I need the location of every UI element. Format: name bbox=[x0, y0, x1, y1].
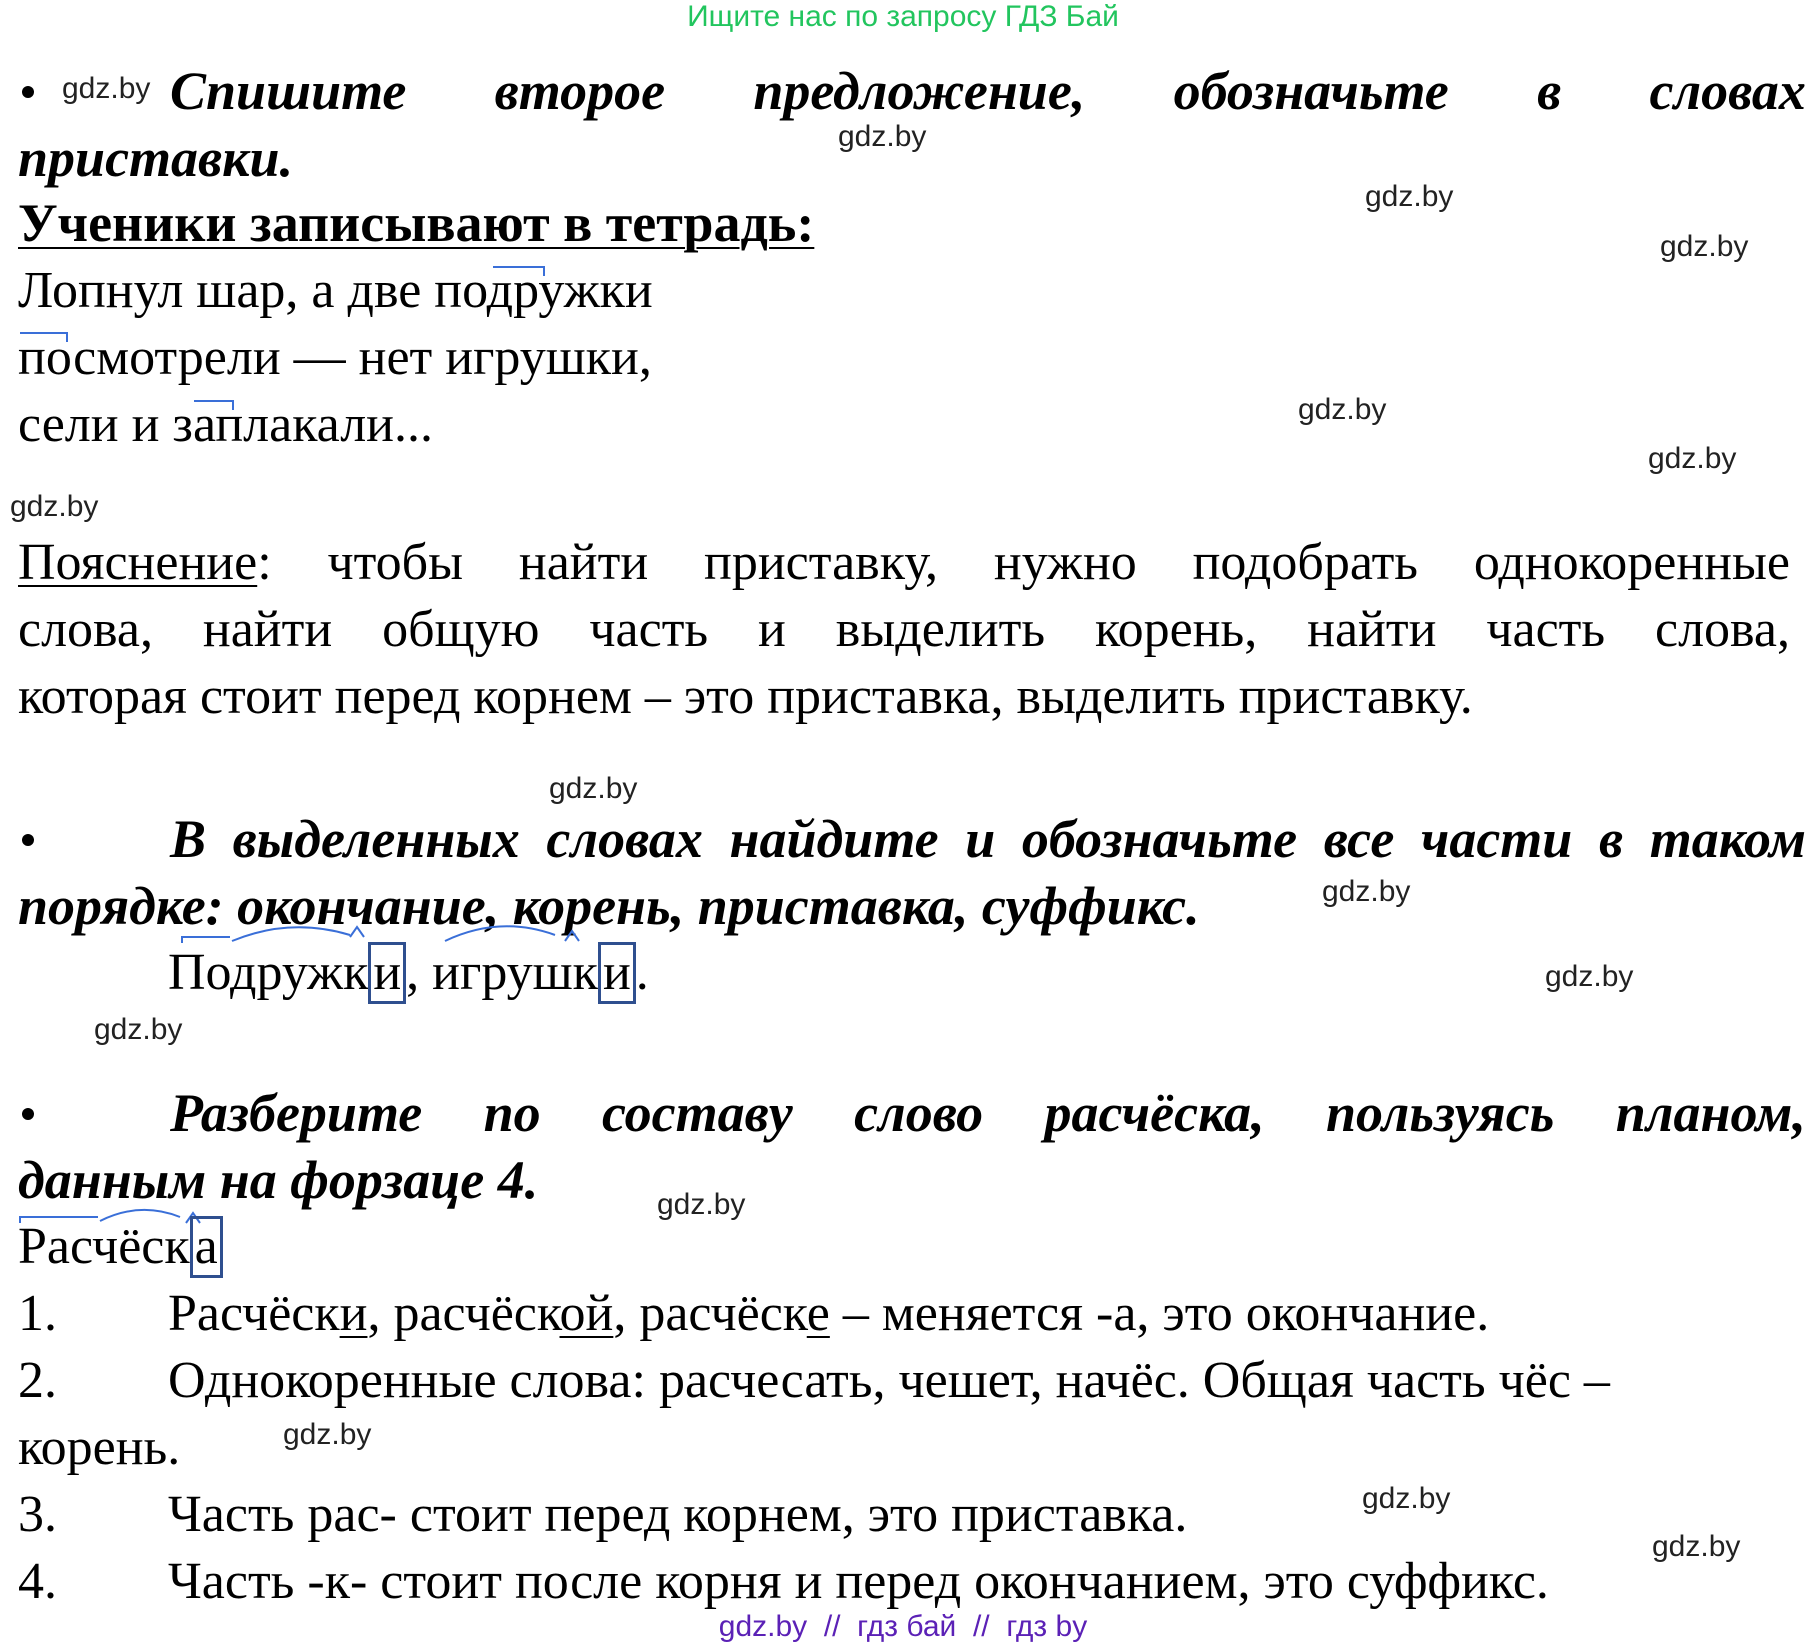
task-word: словах bbox=[1649, 61, 1806, 121]
root-arc bbox=[232, 927, 350, 941]
step-number: 1. bbox=[18, 1285, 57, 1342]
watermark: gdz.by bbox=[1365, 180, 1454, 213]
prefix-mark bbox=[20, 332, 68, 342]
watermark: gdz.by bbox=[94, 1013, 183, 1046]
bullet bbox=[22, 86, 34, 98]
watermark: gdz.by bbox=[10, 490, 99, 523]
footer: gdz.by // гдз бай // гдз by bbox=[718, 1610, 1088, 1643]
ending-underlined: и bbox=[339, 1285, 368, 1342]
task-word: расчёска, bbox=[1044, 1083, 1265, 1143]
task-word: планом, bbox=[1615, 1083, 1806, 1143]
watermark: gdz.by bbox=[1652, 1530, 1741, 1563]
step-text: Часть -к- стоит после корня и перед окончанием, это суффикс. bbox=[168, 1553, 1549, 1610]
explanation-text: : чтобы найти приставку, нужно подобрать однокоренные bbox=[257, 534, 1790, 591]
task-word: предложение, bbox=[753, 61, 1086, 121]
step-2 bbox=[18, 1348, 1610, 1414]
task3-line1 bbox=[170, 1080, 1806, 1146]
watermark: gdz.by bbox=[838, 120, 927, 153]
watermark: gdz.by bbox=[1362, 1482, 1451, 1515]
step-text: , расчёск bbox=[613, 1285, 807, 1342]
task-word: обозначьте bbox=[1173, 61, 1449, 121]
task-word: слово bbox=[854, 1083, 984, 1143]
task-word: пользуясь bbox=[1325, 1083, 1555, 1143]
ending-underlined: е bbox=[806, 1285, 830, 1342]
explanation-line-3: которая стоит перед корнем – это приставка, выделить приставку. bbox=[18, 668, 1473, 725]
task-word: в bbox=[1537, 61, 1562, 121]
task-word: Разберите bbox=[170, 1083, 423, 1143]
task-word: по bbox=[483, 1083, 541, 1143]
watermark: gdz.by bbox=[657, 1188, 746, 1221]
task-word: Спишите bbox=[170, 61, 407, 121]
explanation-line-1 bbox=[18, 530, 1790, 596]
task-word: второе bbox=[494, 61, 666, 121]
word-stem: игрушк bbox=[432, 944, 598, 1001]
prefix-mark bbox=[194, 400, 234, 410]
explanation-label: Пояснение bbox=[18, 534, 258, 591]
step-text: Расчёск bbox=[168, 1285, 340, 1342]
bullet bbox=[22, 834, 34, 846]
ending-box: и bbox=[368, 942, 406, 1004]
watermark: gdz.by bbox=[549, 772, 638, 805]
poem-line-1: Лопнул шар, а две подружки bbox=[18, 262, 653, 319]
step-text: Однокоренные слова: расчесать, чешет, начёс. Общая часть чёс – bbox=[168, 1352, 1610, 1409]
watermark: gdz.by bbox=[1322, 875, 1411, 908]
step-1 bbox=[18, 1281, 1489, 1347]
watermark: gdz.by bbox=[1648, 442, 1737, 475]
poem-line-3: сели и заплакали... bbox=[18, 396, 433, 453]
step-number: 4. bbox=[18, 1553, 57, 1610]
task3-word bbox=[18, 1214, 223, 1280]
watermark: gdz.by bbox=[1545, 960, 1634, 993]
ending-underlined: ой bbox=[559, 1285, 614, 1342]
root-arc bbox=[445, 926, 555, 941]
top-banner: Ищите нас по запросу ГДЗ Бай bbox=[687, 0, 1119, 33]
explanation-line-2: слова, найти общую часть и выделить корень, найти часть слова, bbox=[18, 601, 1790, 658]
step-4 bbox=[18, 1549, 1549, 1615]
task1-title-line1 bbox=[170, 58, 1806, 124]
step-number: 2. bbox=[18, 1352, 57, 1409]
step-number: 3. bbox=[18, 1486, 57, 1543]
watermark: gdz.by bbox=[283, 1418, 372, 1451]
task-word: составу bbox=[602, 1083, 793, 1143]
task1-title-line2: приставки. bbox=[18, 128, 294, 188]
task1-heading bbox=[18, 190, 814, 256]
task2-line2: порядке: окончание, корень, приставка, суффикс. bbox=[18, 876, 1200, 936]
morpheme-arcs bbox=[160, 905, 720, 945]
separator: , bbox=[406, 944, 433, 1001]
task2-line1: В выделенных словах найдите и обозначьте все части в таком bbox=[170, 809, 1806, 869]
word-stem: Подружк bbox=[168, 944, 369, 1001]
heading-text: Ученики записывают в тетрадь: bbox=[18, 193, 815, 253]
ending-box: и bbox=[598, 942, 636, 1004]
poem-line-2: посмотрели — нет игрушки, bbox=[18, 329, 652, 386]
task3-line2: данным на форзаце 4. bbox=[18, 1150, 539, 1210]
step-text: – меняется -а, это окончание. bbox=[829, 1285, 1490, 1342]
step-text: , расчёск bbox=[367, 1285, 560, 1342]
step-3 bbox=[18, 1482, 1187, 1548]
prefix-mark bbox=[493, 266, 545, 276]
watermark: gdz.by bbox=[62, 72, 151, 105]
task2-example bbox=[168, 940, 649, 1006]
end-punct: . bbox=[635, 944, 649, 1001]
ending-box: а bbox=[190, 1216, 223, 1278]
watermark: gdz.by bbox=[1298, 393, 1387, 426]
step-text: Часть рас- стоит перед корнем, это приставка. bbox=[168, 1486, 1188, 1543]
step-2-cont: корень. bbox=[18, 1419, 181, 1476]
watermark: gdz.by bbox=[1660, 230, 1749, 263]
bullet bbox=[22, 1108, 34, 1120]
word-stem: Расчёск bbox=[18, 1218, 190, 1275]
suffix-mark bbox=[350, 927, 364, 937]
